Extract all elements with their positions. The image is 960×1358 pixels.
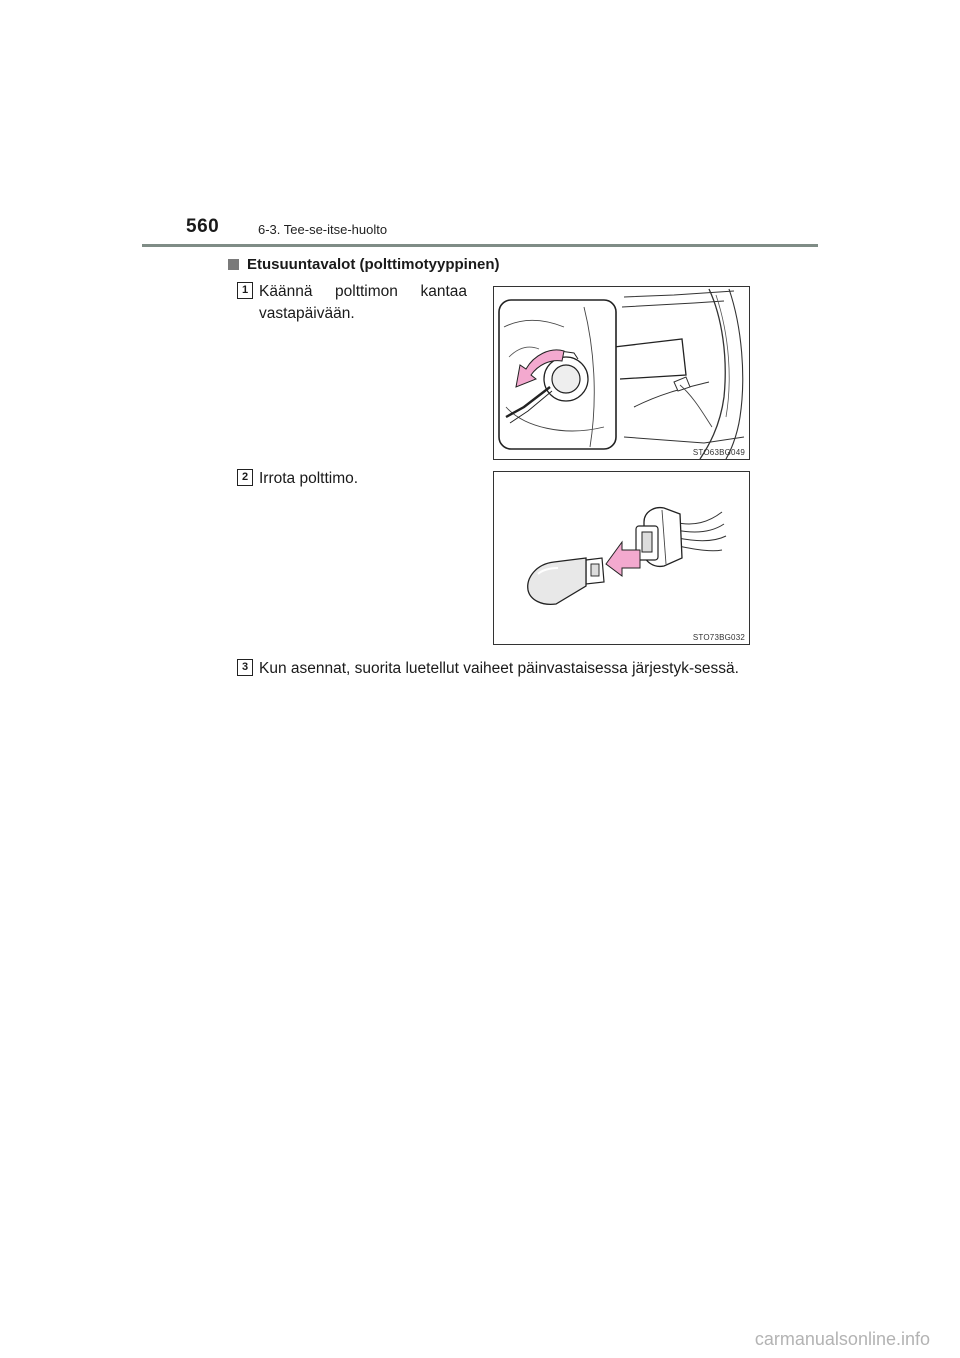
step-text-1: Käännä polttimon kantaa vastapäivään. [259, 283, 467, 322]
bulb-removal-illustration [494, 472, 751, 646]
subheading-text: Etusuuntavalot (polttimotyyppinen) [247, 256, 500, 273]
page-number: 560 [186, 216, 220, 237]
subheading [228, 256, 500, 273]
figure-code: STO63BG049 [692, 448, 745, 457]
watermark: carmanualsonline.info [754, 1329, 930, 1349]
headlight-illustration [494, 287, 751, 461]
step-text-3: Kun asennat, suorita luetellut vaiheet päinvastaisessa järjestyk-sessä. [259, 660, 739, 677]
figure-bulb-socket-rotate [493, 286, 750, 460]
figure-remove-bulb [493, 471, 750, 645]
square-bullet-icon [228, 259, 239, 270]
step-number-2: 2 [237, 469, 253, 486]
step-text-2: Irrota polttimo. [259, 470, 359, 487]
header-divider [142, 244, 818, 247]
step-number-1: 1 [237, 282, 253, 299]
step-number-3: 3 [237, 659, 253, 676]
figure-code: STO73BG032 [692, 633, 745, 642]
section-title: 6-3. Tee-se-itse-huolto [258, 222, 388, 237]
